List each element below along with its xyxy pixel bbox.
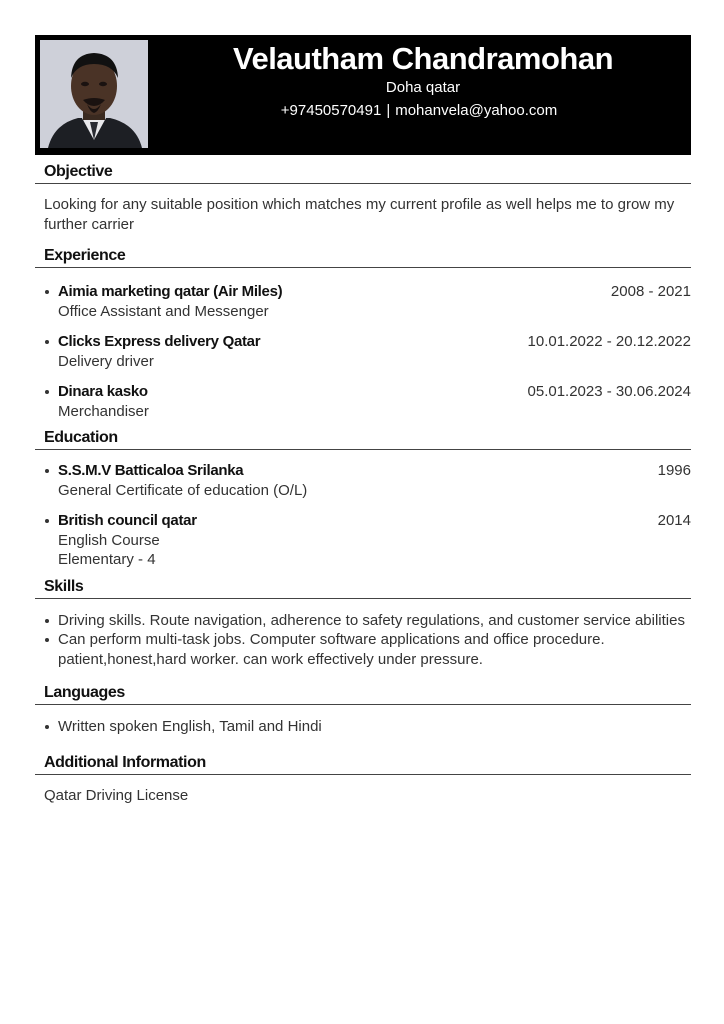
experience-employer: Dinara kasko <box>58 383 148 400</box>
resume-header <box>35 35 691 155</box>
candidate-location: Doha qatar <box>385 79 461 96</box>
additional-information-text: Qatar Driving License <box>44 786 189 804</box>
language-item: Written spoken English, Tamil and Hindi <box>35 717 691 737</box>
resume-body <box>35 158 691 805</box>
experience-dates: 2008 - 2021 <box>610 283 691 300</box>
education-detail: English Course <box>58 531 160 549</box>
experience-employer: Clicks Express delivery Qatar <box>58 333 261 350</box>
section-title-education: Education <box>35 424 691 450</box>
section-title-experience: Experience <box>35 242 691 268</box>
contact-line <box>35 101 691 121</box>
education-institution: S.S.M.V Batticaloa Srilanka <box>58 462 244 479</box>
education-list <box>35 450 691 570</box>
skill-item: Can perform multi-task jobs. Computer software applications and office procedure. patient,honest,hard worker. can work effectively under pressure. <box>35 630 691 669</box>
section-title-skills: Skills <box>35 573 691 599</box>
education-detail: General Certificate of education (O/L) <box>58 481 308 499</box>
contact-separator: | <box>386 102 391 119</box>
education-item <box>35 461 691 500</box>
education-year: 2014 <box>657 512 691 529</box>
education-item <box>35 511 691 570</box>
experience-item <box>35 332 691 371</box>
email-address: mohanvela@yahoo.com <box>395 102 558 119</box>
experience-item <box>35 382 691 421</box>
phone-number: +97450570491 <box>280 102 382 119</box>
skills-list <box>35 599 691 680</box>
experience-dates: 05.01.2023 - 30.06.2024 <box>527 383 691 400</box>
profile-photo <box>40 40 148 148</box>
experience-employer: Aimia marketing qatar (Air Miles) <box>58 283 283 300</box>
education-year: 1996 <box>657 462 691 479</box>
experience-item <box>35 282 691 321</box>
profile-photo-portrait <box>40 40 148 148</box>
education-institution: British council qatar <box>58 512 197 529</box>
objective-text: Looking for any suitable position which matches my current profile as well helps me to grow my further carrier <box>44 196 675 233</box>
section-title-additional-information: Additional Information <box>35 749 691 775</box>
skill-item: Driving skills. Route navigation, adherence to safety regulations, and customer service abilities <box>35 611 691 631</box>
section-title-objective: Objective <box>35 158 691 184</box>
section-title-languages: Languages <box>35 679 691 705</box>
experience-role: Office Assistant and Messenger <box>58 302 269 320</box>
languages-list <box>35 705 691 749</box>
candidate-name: Velautham Chandramohan <box>232 41 614 76</box>
education-detail: Elementary - 4 <box>58 551 156 568</box>
experience-role: Delivery driver <box>58 352 154 370</box>
experience-list <box>35 268 691 421</box>
experience-dates: 10.01.2022 - 20.12.2022 <box>527 333 691 350</box>
experience-role: Merchandiser <box>58 402 149 420</box>
